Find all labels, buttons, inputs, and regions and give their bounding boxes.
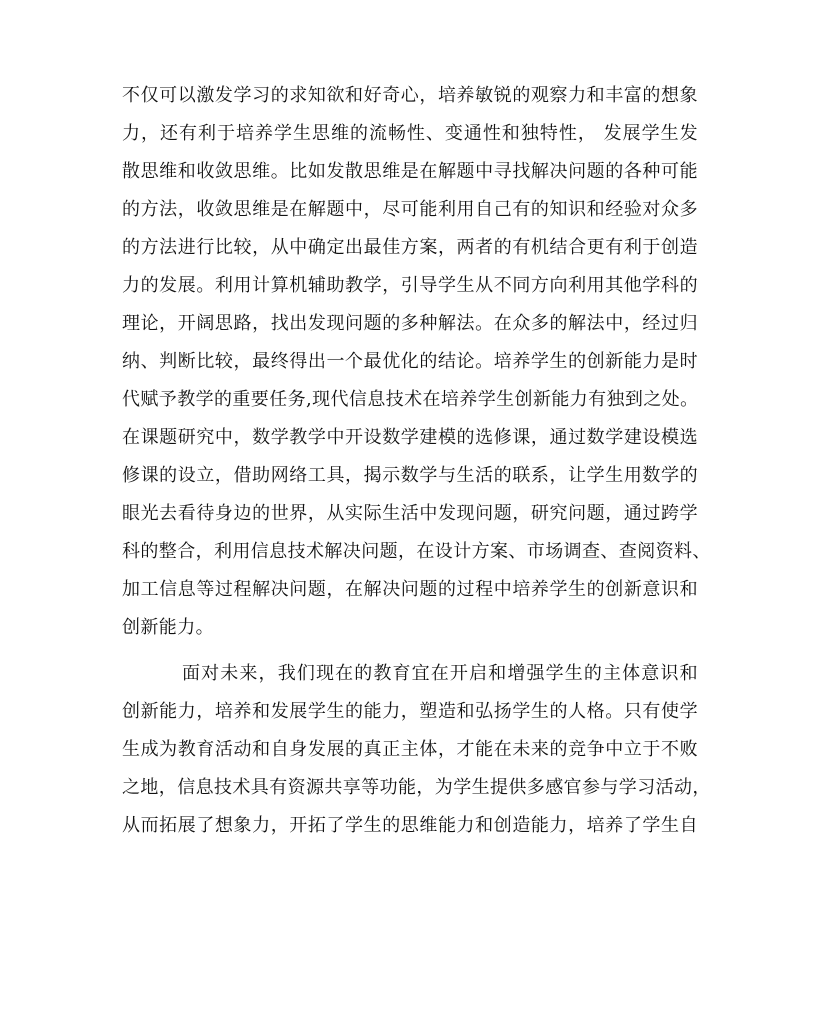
- text-line: 修课的设立，借助网络工具，揭示数学与生活的联系，让学生用数学的: [122, 465, 698, 486]
- text-line: 科的整合，利用信息技术解决问题，在设计方案、市场调查、查阅资料、: [122, 541, 711, 562]
- text-line: 眼光去看待身边的世界，从实际生活中发现问题，研究问题，通过跨学: [122, 503, 698, 524]
- text-line: 面对未来，我们现在的教育宜在开启和增强学生的主体意识和: [182, 663, 698, 684]
- text-line: 生成为教育活动和自身发展的真正主体，才能在未来的竞争中立于不败: [122, 739, 698, 760]
- text-line: 从而拓展了想象力，开拓了学生的思维能力和创造能力，培养了学生自: [122, 815, 698, 836]
- text-line: 之地，信息技术具有资源共享等功能，为学生提供多感官参与学习活动，: [122, 777, 711, 798]
- text-line: 在课题研究中，数学教学中开设数学建模的选修课，通过数学建设模选: [122, 427, 698, 448]
- text-line: 创新能力，培养和发展学生的能力，塑造和弘扬学生的人格。只有使学: [122, 701, 698, 722]
- text-line: 加工信息等过程解决问题，在解决问题的过程中培养学生的创新意识和: [122, 579, 698, 600]
- text-line: 的方法进行比较，从中确定出最佳方案，两者的有机结合更有利于创造: [122, 237, 698, 258]
- text-line: 理论，开阔思路，找出发现问题的多种解法。在众多的解法中，经过归: [122, 313, 698, 334]
- text-line: 创新能力。: [122, 617, 214, 638]
- text-line: 不仅可以激发学习的求知欲和好奇心，培养敏锐的观察力和丰富的想象: [122, 85, 698, 106]
- text-line: 力，还有利于培养学生思维的流畅性、变通性和独特性， 发展学生发: [122, 123, 698, 144]
- text-line: 的方法，收敛思维是在解题中，尽可能利用自己有的知识和经验对众多: [122, 199, 698, 220]
- text-line: 力的发展。利用计算机辅助教学，引导学生从不同方向利用其他学科的: [122, 275, 698, 296]
- text-line: 纳、判断比较，最终得出一个最优化的结论。培养学生的创新能力是时: [122, 351, 698, 372]
- text-line: 代赋予教学的重要任务,现代信息技术在培养学生创新能力有独到之处。: [122, 389, 699, 410]
- text-line: 散思维和收敛思维。比如发散思维是在解题中寻找解决问题的各种可能: [122, 161, 698, 182]
